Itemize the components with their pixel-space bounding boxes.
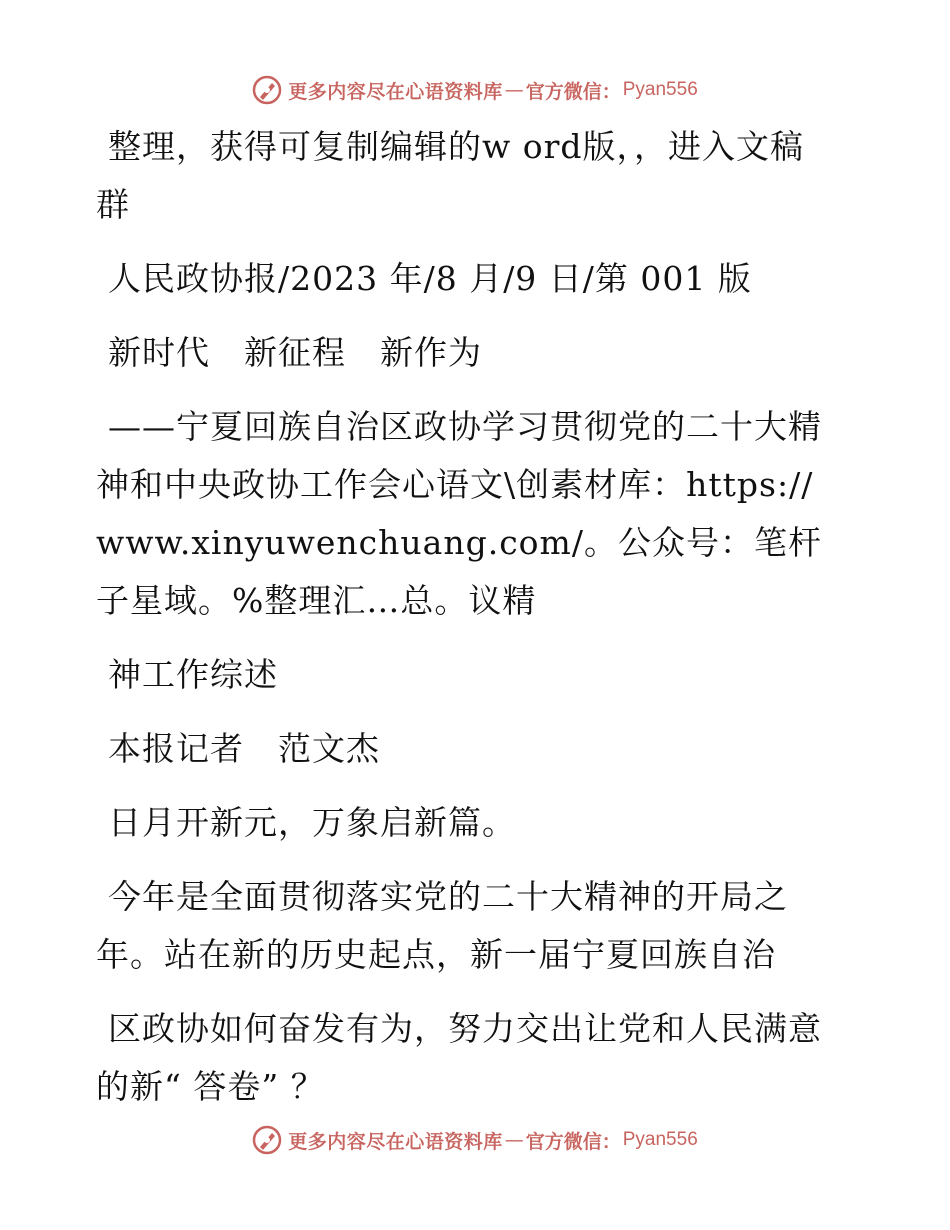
banner-wechat-label: 官方微信： <box>525 1130 621 1153</box>
paragraph-subtitle-cont: 神工作综述 <box>108 655 278 694</box>
banner-separator: — <box>504 1129 524 1151</box>
paragraph-title: 新时代 新征程 新作为 <box>108 333 482 372</box>
banner-wechat-label: 官方微信： <box>525 80 621 103</box>
document-body <box>96 118 836 1132</box>
pen-logo-icon <box>252 75 282 105</box>
pen-logo-icon <box>252 1125 282 1155</box>
banner-account: Pyan556 <box>622 1129 698 1150</box>
header-banner <box>0 70 950 110</box>
paragraph-body-2: 区政协如何奋发有为，努力交出让党和人民满意的新“ 答卷” ？ <box>96 1009 822 1106</box>
banner-text: 更多内容尽在心语资料库 <box>288 80 503 103</box>
paragraph-subtitle: ——宁夏回族自治区政协学习贯彻党的二十大精神和中央政协工作会心语文\创素材库：https://www.xinyuwenchuang.com/。公众号：笔杆子星域。%整理汇…总。议精 <box>96 407 822 620</box>
paragraph-opening: 日月开新元，万象启新篇。 <box>108 803 516 842</box>
banner-separator: — <box>504 79 524 101</box>
banner-text: 更多内容尽在心语资料库 <box>288 1130 503 1153</box>
paragraph-intro: 整理，获得可复制编辑的w ord版，，进入文稿群 <box>96 127 805 224</box>
footer-banner <box>0 1120 950 1160</box>
banner-account: Pyan556 <box>622 79 698 100</box>
paragraph-source: 人民政协报/2023 年/8 月/9 日/第 001 版 <box>108 259 752 298</box>
paragraph-byline: 本报记者 范文杰 <box>108 729 380 768</box>
paragraph-body-1: 今年是全面贯彻落实党的二十大精神的开局之年。站在新的历史起点，新一届宁夏回族自治 <box>96 877 788 974</box>
